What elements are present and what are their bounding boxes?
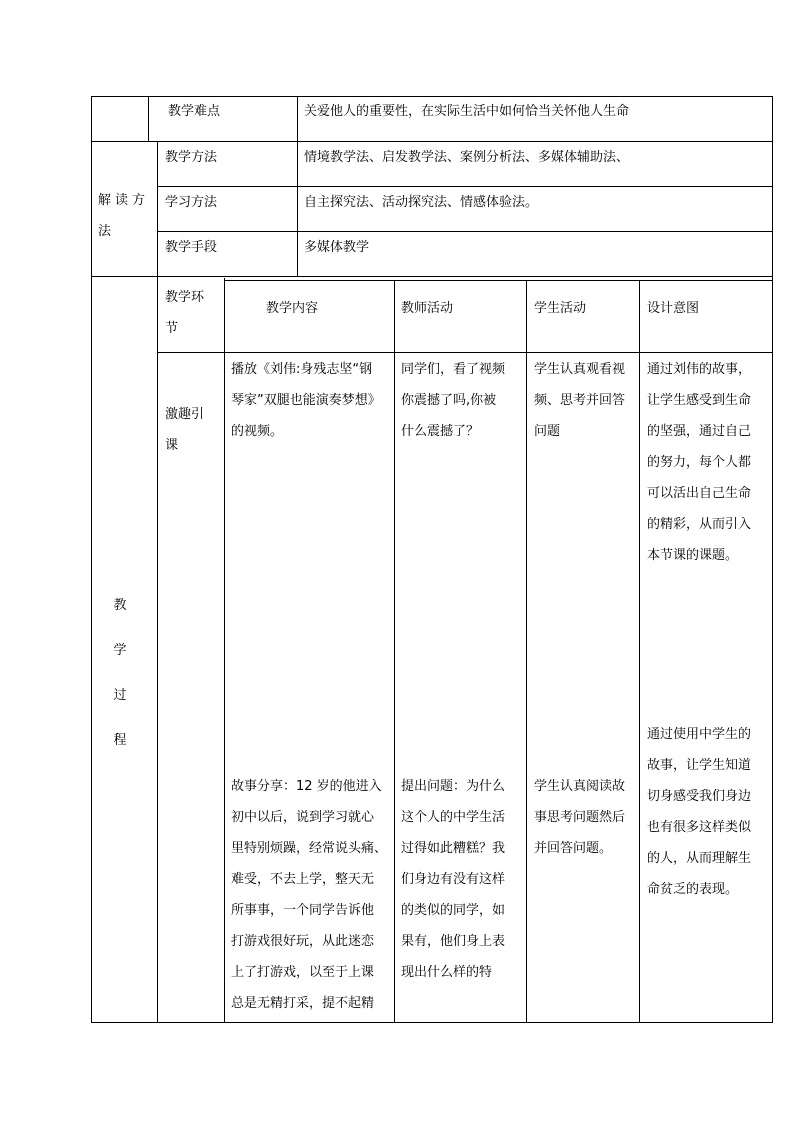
stage-1-name: 激趣引 课 [165, 407, 205, 453]
stage-1-intent: 通过刘伟的故事， 让学生感受到生命 的坚强，通过自己 的努力，每个人都 可以活出自己生命 的精彩，从而引入 本节课的课题。 [647, 362, 752, 563]
stage-2-intent: 通过使用中学生的 故事，让学生知道 切身感受我们身边 也有很多这样类似 的人，从而理解生 命贫乏的表现。 [647, 727, 752, 897]
rule [224, 278, 225, 1023]
teaching-method-label: 教学方法 [165, 150, 218, 165]
learning-method-label: 学习方法 [165, 195, 218, 210]
teaching-means-content: 多媒体教学 [304, 240, 370, 255]
rule [91, 276, 773, 277]
header-stage: 教学环 节 [165, 290, 205, 336]
stage-2-student: 学生认真阅读故 事思考问题然后 并回答问题。 [534, 779, 626, 856]
rule [91, 96, 773, 97]
header-content: 教学内容 [266, 301, 319, 316]
rule [157, 352, 773, 353]
rule [639, 280, 640, 1023]
process-label: 教 学 过 程 [113, 598, 127, 748]
teaching-means-label: 教学手段 [165, 240, 218, 255]
stage-1-teacher: 同学们，看了视频 你震撼了吗,你被 什么震撼了？ [401, 362, 506, 439]
header-intent: 设计意图 [647, 301, 700, 316]
rule [91, 141, 773, 142]
header-student: 学生活动 [534, 301, 587, 316]
rule [772, 96, 773, 1023]
difficulty-label: 教学难点 [168, 104, 221, 119]
rule [224, 280, 773, 281]
rule [148, 96, 149, 141]
stage-1-content: 播放《刘伟:身残志坚“钢 琴家”双腿也能演奏梦想》 的视频。 [231, 362, 381, 439]
teaching-method-content: 情境教学法、启发教学法、案例分析法、多媒体辅助法、 [304, 150, 630, 165]
header-teacher: 教师活动 [401, 301, 454, 316]
rule [157, 186, 773, 187]
rule [91, 1022, 773, 1023]
rule [297, 96, 298, 276]
rule [394, 280, 395, 1023]
difficulty-content: 关爱他人的重要性，在实际生活中如何恰当关怀他人生命 [304, 104, 630, 119]
stage-2-content: 故事分享：12 岁的他进入 初中以后，说到学习就心 里特别烦躁，经常说头痛、 难受，不去上学，整天无 所事事，一个同学告诉他 打游戏很好玩，从此迷恋 上了打游戏，以至于上课 总是无精打采，提不起精 [231, 779, 388, 1011]
method-group-label: 解读方 法 [98, 193, 150, 239]
rule [91, 96, 92, 1023]
rule [157, 231, 773, 232]
rule [157, 141, 158, 1023]
learning-method-content: 自主探究法、活动探究法、情感体验法。 [304, 195, 539, 210]
rule [526, 280, 527, 1023]
stage-2-teacher: 提出问题：为什么 这个人的中学生活 过得如此糟糕？我 们身边有没有这样 的类似的同学，如 果有，他们身上表 现出什么样的特 [401, 779, 506, 980]
stage-1-student: 学生认真观看视 频、思考并回答 问题 [534, 362, 626, 439]
